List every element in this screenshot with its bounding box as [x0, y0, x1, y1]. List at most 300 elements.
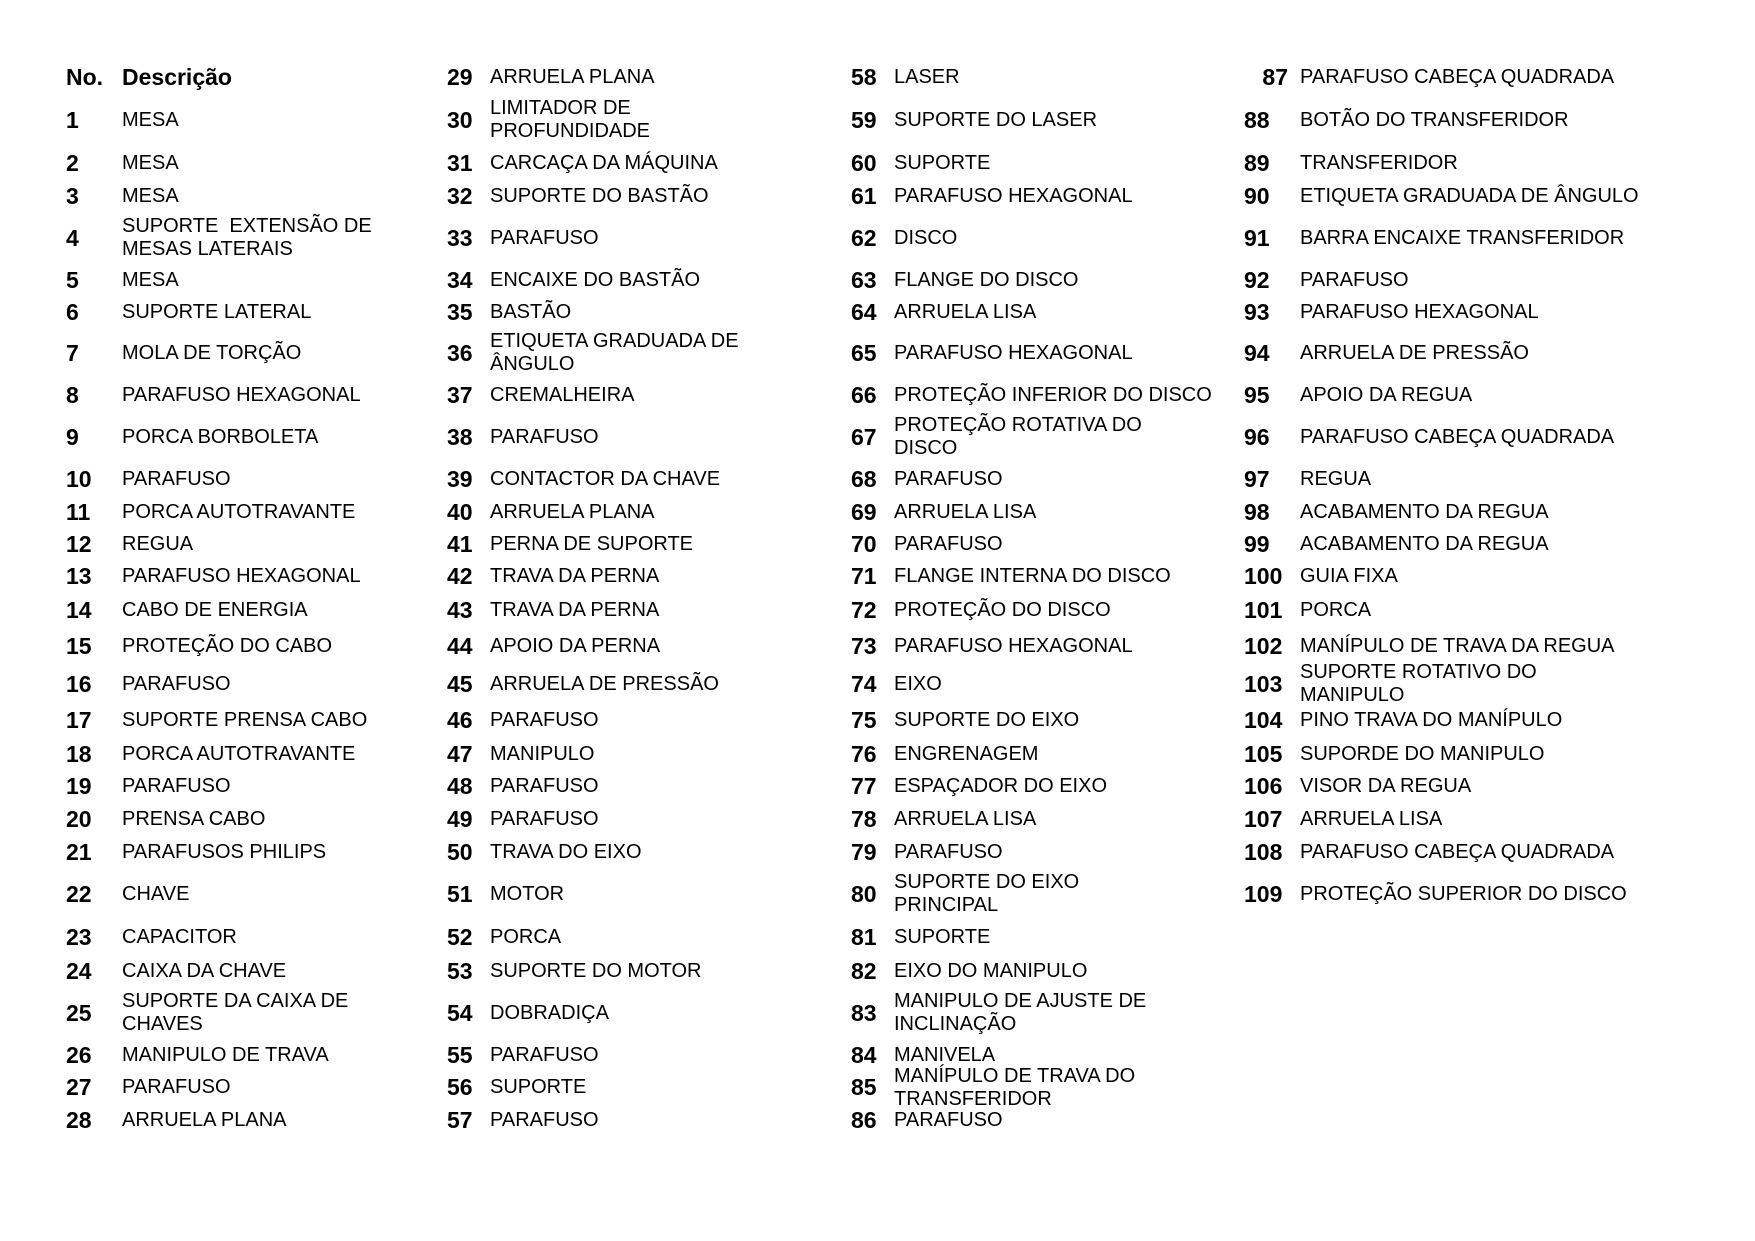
- list-item: [447, 146, 797, 180]
- list-item: [66, 1104, 396, 1137]
- item-number: 44: [447, 633, 473, 659]
- item-description: ARRUELA LISA: [894, 500, 1037, 523]
- item-description: ENGRENAGEM: [894, 742, 1039, 765]
- item-number: 81: [851, 923, 877, 950]
- item-description: PARAFUSO CABEÇA QUADRADA: [1300, 65, 1615, 88]
- item-number: 68: [851, 465, 877, 492]
- item-number: 76: [851, 740, 877, 767]
- item-number: 73: [851, 633, 877, 659]
- item-description: BOTÃO DO TRANSFERIDOR: [1300, 108, 1569, 131]
- column-3: [851, 60, 1251, 1137]
- item-number: 91: [1244, 224, 1270, 251]
- list-item: [851, 60, 1251, 94]
- item-number: 37: [447, 381, 473, 408]
- list-item: [447, 1039, 797, 1071]
- item-number: 66: [851, 381, 877, 408]
- list-item: [66, 180, 396, 212]
- item-description: PARAFUSO HEXAGONAL: [894, 341, 1133, 364]
- item-number: 15: [66, 633, 92, 659]
- item-description: PRENSA CABO: [122, 807, 266, 830]
- item-number: 23: [66, 923, 92, 950]
- item-description: PARAFUSO HEXAGONAL: [122, 383, 361, 406]
- item-description: DOBRADIÇA: [490, 1001, 609, 1024]
- item-number: 102: [1244, 633, 1283, 659]
- item-description: ARRUELA LISA: [894, 300, 1037, 323]
- item-description: ARRUELA PLANA: [490, 65, 655, 88]
- item-number: 88: [1244, 106, 1270, 133]
- item-description: ARRUELA DE PRESSÃO: [1300, 341, 1529, 364]
- item-number: 22: [66, 880, 92, 907]
- item-description: PARAFUSO: [122, 467, 231, 490]
- item-description: ARRUELA LISA: [894, 807, 1037, 830]
- item-description: BASTÃO: [490, 300, 572, 323]
- item-description: APOIO DA REGUA: [1300, 383, 1473, 406]
- list-item: [1244, 835, 1674, 869]
- item-number: 6: [66, 298, 79, 325]
- item-description: CHAVE: [122, 882, 190, 905]
- list-item: [447, 496, 797, 528]
- item-description: DISCO: [894, 226, 958, 249]
- item-number: 47: [447, 740, 473, 767]
- item-description: PARAFUSO: [490, 1109, 599, 1131]
- list-item: [851, 180, 1251, 212]
- item-number: 52: [447, 923, 473, 950]
- item-number: 13: [66, 563, 92, 589]
- list-item: [851, 628, 1251, 665]
- item-description: REGUA: [122, 532, 194, 555]
- item-number: 19: [66, 773, 92, 799]
- item-number: 94: [1244, 339, 1270, 366]
- list-item: [66, 212, 396, 264]
- list-item: [851, 94, 1251, 146]
- list-item: [447, 212, 797, 264]
- item-number: 5: [66, 266, 79, 293]
- item-number: 48: [447, 773, 473, 799]
- column-4: [1244, 60, 1674, 919]
- list-item: [447, 264, 797, 296]
- list-item: [66, 987, 396, 1039]
- item-number: 61: [851, 182, 877, 209]
- list-item: [66, 528, 396, 560]
- item-number: 34: [447, 266, 473, 293]
- item-description: MANÍPULO DE TRAVA DO TRANSFERIDOR: [894, 1064, 1141, 1110]
- item-number: 65: [851, 339, 877, 366]
- item-number: 56: [447, 1074, 473, 1100]
- item-number: 82: [851, 957, 877, 984]
- item-number: 10: [66, 465, 92, 492]
- item-description: SUPORDE DO MANIPULO: [1300, 742, 1545, 765]
- list-item: [851, 593, 1251, 628]
- item-number: 30: [447, 106, 473, 133]
- list-item: [66, 628, 396, 665]
- item-number: 43: [447, 597, 473, 623]
- item-description: BARRA ENCAIXE TRANSFERIDOR: [1300, 226, 1625, 249]
- item-description: CARCAÇA DA MÁQUINA: [490, 151, 718, 174]
- item-description: LIMITADOR DE PROFUNDIDADE: [490, 97, 651, 142]
- list-item: [66, 919, 396, 955]
- item-number: 59: [851, 106, 877, 133]
- item-number: 31: [447, 149, 473, 176]
- item-description: ETIQUETA GRADUADA DE ÂNGULO: [490, 330, 739, 375]
- list-item: [851, 703, 1251, 738]
- item-number: 14: [66, 597, 92, 623]
- item-number: 40: [447, 498, 473, 525]
- item-description: PARAFUSO HEXAGONAL: [1300, 300, 1539, 323]
- item-number: 87: [1262, 63, 1288, 90]
- item-description: PARAFUSO: [894, 467, 1003, 490]
- item-description: PORCA AUTOTRAVANTE: [122, 742, 356, 765]
- item-number: 74: [851, 670, 877, 697]
- item-number: 79: [851, 838, 877, 865]
- item-description: SUPORTE DA CAIXA DE CHAVES: [122, 990, 349, 1035]
- item-number: 51: [447, 880, 473, 907]
- item-description: APOIO DA PERNA: [490, 635, 661, 657]
- item-description: PROTEÇÃO ROTATIVA DO DISCO: [894, 414, 1142, 459]
- item-description: MANIPULO DE AJUSTE DE INCLINAÇÃO: [894, 990, 1147, 1035]
- item-number: 71: [851, 563, 877, 589]
- item-description: SUPORTE: [894, 151, 991, 174]
- item-description: ETIQUETA GRADUADA DE ÂNGULO: [1300, 184, 1639, 207]
- item-number: 90: [1244, 182, 1270, 209]
- list-item: [66, 803, 396, 835]
- list-item: [66, 869, 396, 919]
- list-item: [447, 628, 797, 665]
- item-number: 89: [1244, 149, 1270, 176]
- item-description: PROTEÇÃO DO CABO: [122, 635, 333, 657]
- list-item: [447, 665, 797, 703]
- item-description: PARAFUSO: [894, 840, 1003, 863]
- list-item: [66, 560, 396, 593]
- list-item: [851, 378, 1251, 412]
- item-description: PROTEÇÃO SUPERIOR DO DISCO: [1300, 882, 1627, 905]
- item-number: 99: [1244, 530, 1270, 557]
- list-item: [851, 528, 1251, 560]
- item-description: MESA: [122, 184, 179, 207]
- list-item: [447, 738, 797, 770]
- list-item: [447, 869, 797, 919]
- list-item: [66, 328, 396, 378]
- item-number: 77: [851, 773, 877, 799]
- item-description: PARAFUSO: [122, 1076, 231, 1098]
- item-description: MANIVELA: [894, 1043, 996, 1066]
- list-item: [1244, 703, 1674, 738]
- item-description: ARRUELA LISA: [1300, 807, 1443, 830]
- item-description: SUPORTE PRENSA CABO: [122, 709, 368, 731]
- list-item: [66, 146, 396, 180]
- item-description: CAPACITOR: [122, 925, 237, 948]
- list-item: [851, 869, 1251, 919]
- column-1: [66, 60, 396, 1137]
- item-description: PARAFUSO: [490, 709, 599, 731]
- list-item: [1244, 180, 1674, 212]
- item-description: CABO DE ENERGIA: [122, 599, 308, 621]
- item-description: PARAFUSO: [490, 1043, 599, 1066]
- item-number: 63: [851, 266, 877, 293]
- item-description: ESPAÇADOR DO EIXO: [894, 775, 1108, 797]
- item-description: ACABAMENTO DA REGUA: [1300, 500, 1549, 523]
- list-item: [1244, 803, 1674, 835]
- list-item: [851, 1064, 1251, 1110]
- item-number: 106: [1244, 773, 1283, 799]
- list-item: [851, 412, 1251, 462]
- item-description: PARAFUSO: [490, 226, 599, 249]
- list-item: [851, 212, 1251, 264]
- item-number: 84: [851, 1041, 877, 1068]
- item-description: LASER: [894, 65, 960, 88]
- item-description: SUPORTE ROTATIVO DO MANIPULO: [1300, 661, 1537, 706]
- list-item: [1244, 94, 1674, 146]
- list-item: [851, 328, 1251, 378]
- list-item: [1244, 296, 1674, 328]
- list-item: [1244, 560, 1674, 593]
- list-item: [1244, 628, 1674, 665]
- item-number: 57: [447, 1107, 473, 1133]
- item-number: 42: [447, 563, 473, 589]
- list-item: [447, 528, 797, 560]
- list-item: [1244, 146, 1674, 180]
- item-number: 46: [447, 707, 473, 733]
- item-description: PARAFUSOS PHILIPS: [122, 840, 327, 863]
- item-number: 38: [447, 423, 473, 450]
- list-item: [1244, 869, 1674, 919]
- item-number: 95: [1244, 381, 1270, 408]
- list-item: [66, 835, 396, 869]
- item-description: MANÍPULO DE TRAVA DA REGUA: [1300, 635, 1615, 657]
- item-number: 67: [851, 423, 877, 450]
- item-number: 2: [66, 149, 79, 176]
- item-description: MOLA DE TORÇÃO: [122, 341, 302, 364]
- item-number: 96: [1244, 423, 1270, 450]
- table-header: [66, 60, 396, 94]
- list-item: [66, 496, 396, 528]
- list-item: [1244, 264, 1674, 296]
- list-item: [1244, 462, 1674, 496]
- item-number: 49: [447, 805, 473, 832]
- list-item: [851, 919, 1251, 955]
- item-number: 28: [66, 1107, 92, 1133]
- item-description: TRAVA DA PERNA: [490, 599, 660, 621]
- item-description: PARAFUSO: [490, 775, 599, 797]
- item-description: TRANSFERIDOR: [1300, 151, 1458, 174]
- item-description: SUPORTE: [490, 1076, 587, 1098]
- item-description: PARAFUSO HEXAGONAL: [122, 565, 361, 587]
- list-item: [851, 264, 1251, 296]
- list-item: [851, 987, 1251, 1039]
- item-number: 21: [66, 838, 92, 865]
- list-item: [1244, 60, 1674, 94]
- item-description: FLANGE INTERNA DO DISCO: [894, 565, 1171, 587]
- item-description: SUPORTE DO EIXO PRINCIPAL: [894, 871, 1080, 916]
- item-number: 53: [447, 957, 473, 984]
- list-item: [447, 94, 797, 146]
- list-item: [66, 593, 396, 628]
- item-number: 69: [851, 498, 877, 525]
- list-item: [66, 378, 396, 412]
- list-item: [447, 770, 797, 803]
- list-item: [1244, 412, 1674, 462]
- list-item: [1244, 528, 1674, 560]
- item-number: 54: [447, 999, 473, 1026]
- item-description: TRAVA DO EIXO: [490, 840, 642, 863]
- item-description: PARAFUSO: [894, 532, 1003, 555]
- list-item: [851, 738, 1251, 770]
- item-description: SUPORTE DO EIXO: [894, 709, 1080, 731]
- list-item: [851, 955, 1251, 987]
- item-description: PARAFUSO: [122, 775, 231, 797]
- item-number: 92: [1244, 266, 1270, 293]
- item-number: 104: [1244, 707, 1283, 733]
- item-number: 78: [851, 805, 877, 832]
- list-item: [447, 593, 797, 628]
- item-number: 75: [851, 707, 877, 733]
- list-item: [66, 703, 396, 738]
- item-number: 8: [66, 381, 79, 408]
- item-number: 55: [447, 1041, 473, 1068]
- list-item: [447, 378, 797, 412]
- item-description: PARAFUSO CABEÇA QUADRADA: [1300, 840, 1615, 863]
- list-item: [447, 560, 797, 593]
- item-number: 26: [66, 1041, 92, 1068]
- list-item: [447, 1104, 797, 1137]
- item-description: EIXO DO MANIPULO: [894, 959, 1088, 982]
- item-description: MESA: [122, 108, 179, 131]
- item-description: MESA: [122, 151, 179, 174]
- item-description: SUPORTE DO LASER: [894, 108, 1098, 131]
- item-description: PROTEÇÃO INFERIOR DO DISCO: [894, 383, 1212, 406]
- item-description: VISOR DA REGUA: [1300, 775, 1472, 797]
- item-description: EIXO: [894, 672, 942, 695]
- item-number: 93: [1244, 298, 1270, 325]
- list-item: [447, 1071, 797, 1104]
- item-number: 17: [66, 707, 92, 733]
- item-description: PORCA: [490, 925, 562, 948]
- list-item: [851, 803, 1251, 835]
- header-no: No.: [66, 63, 104, 90]
- list-item: [1244, 593, 1674, 628]
- item-number: 16: [66, 670, 92, 697]
- item-description: SUPORTE: [894, 925, 991, 948]
- list-item: [447, 412, 797, 462]
- item-number: 32: [447, 182, 473, 209]
- column-2: [447, 60, 797, 1137]
- list-item: [66, 264, 396, 296]
- item-number: 58: [851, 63, 877, 90]
- list-item: [447, 955, 797, 987]
- list-item: [851, 146, 1251, 180]
- item-number: 29: [447, 63, 473, 90]
- list-item: [851, 665, 1251, 703]
- list-item: [447, 462, 797, 496]
- item-number: 33: [447, 224, 473, 251]
- item-description: PORCA AUTOTRAVANTE: [122, 500, 356, 523]
- item-description: FLANGE DO DISCO: [894, 268, 1079, 291]
- item-description: ACABAMENTO DA REGUA: [1300, 532, 1549, 555]
- list-item: [447, 987, 797, 1039]
- item-description: PARAFUSO: [894, 1109, 1003, 1131]
- list-item: [447, 919, 797, 955]
- item-description: PARAFUSO HEXAGONAL: [894, 635, 1133, 657]
- item-number: 50: [447, 838, 473, 865]
- item-number: 72: [851, 597, 877, 623]
- list-item: [1244, 496, 1674, 528]
- item-number: 27: [66, 1074, 92, 1100]
- list-item: [1244, 738, 1674, 770]
- item-description: CONTACTOR DA CHAVE: [490, 467, 721, 490]
- list-item: [447, 180, 797, 212]
- item-description: PARAFUSO HEXAGONAL: [894, 184, 1133, 207]
- item-number: 64: [851, 298, 877, 325]
- item-description: REGUA: [1300, 467, 1372, 490]
- list-item: [851, 462, 1251, 496]
- item-description: MOTOR: [490, 882, 565, 905]
- item-number: 83: [851, 999, 877, 1026]
- list-item: [851, 560, 1251, 593]
- item-description: CAIXA DA CHAVE: [122, 959, 287, 982]
- item-description: ARRUELA PLANA: [490, 500, 655, 523]
- item-description: MANIPULO: [490, 742, 595, 765]
- item-number: 20: [66, 805, 92, 832]
- list-item: [1244, 212, 1674, 264]
- item-number: 24: [66, 957, 92, 984]
- header-description: Descrição: [122, 63, 232, 90]
- list-item: [447, 328, 797, 378]
- item-number: 7: [66, 339, 79, 366]
- list-item: [1244, 378, 1674, 412]
- list-item: [1244, 661, 1674, 706]
- list-item: [447, 703, 797, 738]
- item-number: 70: [851, 530, 877, 557]
- item-number: 86: [851, 1107, 877, 1133]
- item-number: 3: [66, 182, 79, 209]
- list-item: [1244, 328, 1674, 378]
- item-number: 100: [1244, 563, 1283, 589]
- item-number: 1: [66, 106, 79, 133]
- item-number: 4: [66, 224, 79, 251]
- list-item: [447, 835, 797, 869]
- item-description: SUPORTE DO BASTÃO: [490, 184, 709, 207]
- item-number: 35: [447, 298, 473, 325]
- list-item: [66, 94, 396, 146]
- item-number: 107: [1244, 805, 1283, 832]
- item-number: 36: [447, 339, 473, 366]
- list-item: [66, 665, 396, 703]
- list-item: [66, 738, 396, 770]
- item-number: 109: [1244, 880, 1283, 907]
- item-description: CREMALHEIRA: [490, 383, 635, 406]
- item-description: MESA: [122, 268, 179, 291]
- list-item: [851, 296, 1251, 328]
- item-description: SUPORTE LATERAL: [122, 300, 312, 323]
- item-description: PORCA: [1300, 599, 1372, 621]
- item-description: TRAVA DA PERNA: [490, 565, 660, 587]
- list-item: [447, 60, 797, 94]
- item-number: 97: [1244, 465, 1270, 492]
- item-number: 101: [1244, 597, 1283, 623]
- item-description: PARAFUSO: [490, 807, 599, 830]
- list-item: [1244, 770, 1674, 803]
- item-description: PARAFUSO: [490, 425, 599, 448]
- item-description: PARAFUSO: [122, 672, 231, 695]
- item-number: 41: [447, 530, 473, 557]
- item-description: MANIPULO DE TRAVA: [122, 1043, 329, 1066]
- list-item: [851, 835, 1251, 869]
- item-number: 108: [1244, 838, 1283, 865]
- item-number: 25: [66, 999, 92, 1026]
- list-item: [66, 1039, 396, 1071]
- item-description: SUPORTE DO MOTOR: [490, 959, 702, 982]
- item-number: 11: [66, 498, 91, 525]
- item-number: 98: [1244, 498, 1270, 525]
